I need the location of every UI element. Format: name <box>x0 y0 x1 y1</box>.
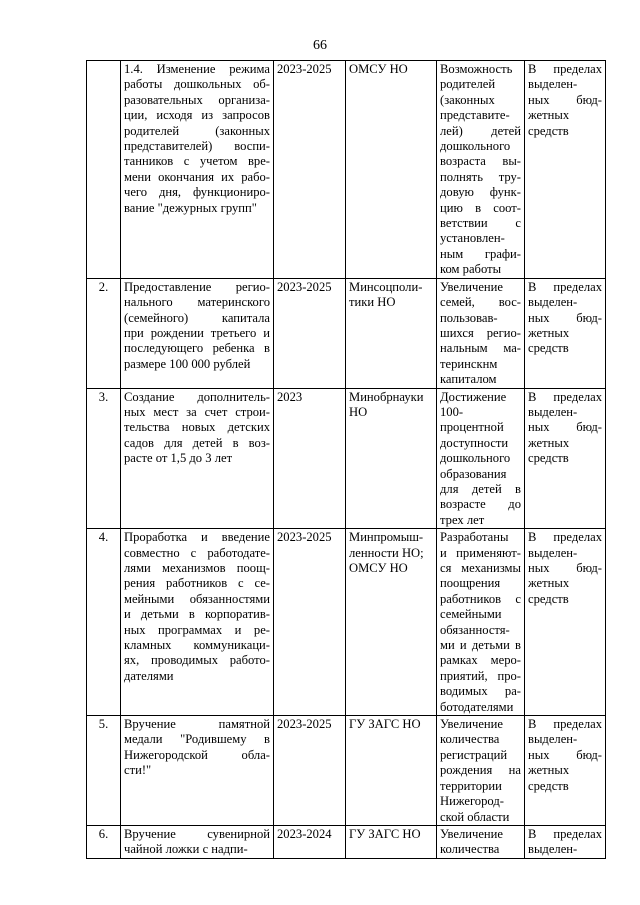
cell-line: возраста вы- <box>440 154 521 169</box>
period-cell: 2023-2025 <box>274 278 346 388</box>
executor-cell <box>346 529 437 716</box>
funding-cell <box>525 716 606 826</box>
cell-line: теринскнм <box>440 356 498 371</box>
cell-line: мейными обязанностями <box>124 591 270 606</box>
cell-line: ных бюд- <box>528 92 602 107</box>
cell-line: ных мест за счет строи- <box>124 404 270 419</box>
cell-line: тики НО <box>349 295 396 310</box>
result-cell <box>437 825 525 858</box>
cell-line: ных бюд- <box>528 747 602 762</box>
cell-line: ветствии с <box>440 216 521 231</box>
table-row <box>87 61 606 279</box>
cell-line: В пределах <box>528 389 602 404</box>
measure-cell <box>121 825 274 858</box>
cell-line: Создание дополнитель- <box>124 389 270 404</box>
cell-line: средств <box>528 591 569 606</box>
cell-line: средств <box>528 123 569 138</box>
cell-line: установлен- <box>440 231 505 246</box>
cell-line: цию в соот- <box>440 200 521 215</box>
cell-line: разовательных организа- <box>124 92 270 107</box>
cell-line: дошкольного <box>440 139 511 154</box>
row-number-cell: 3. <box>87 388 121 529</box>
cell-line: возрасте до <box>440 497 521 512</box>
cell-line: дателями <box>124 668 174 683</box>
measure-cell <box>121 61 274 279</box>
cell-line: совместно с работодате- <box>124 545 270 560</box>
cell-line: для детей в <box>440 481 521 496</box>
cell-line: трех лет <box>440 512 485 527</box>
cell-line: ся механизмы <box>440 561 521 575</box>
cell-line: Минобрнауки <box>349 389 424 404</box>
funding-cell <box>525 529 606 716</box>
cell-line: пользовав- <box>440 310 498 325</box>
period-cell: 2023-2025 <box>274 716 346 826</box>
cell-line: сти!" <box>124 763 152 778</box>
row-number-cell: 6. <box>87 825 121 858</box>
cell-line: и применяют- <box>440 545 521 560</box>
cell-line: медали "Родившему в <box>124 732 270 747</box>
cell-line: капиталом <box>440 372 497 387</box>
cell-line: тельства новых детских <box>124 420 270 435</box>
cell-line: ных программах и ре- <box>124 622 270 637</box>
cell-line: (законных <box>440 92 495 107</box>
cell-line: средств <box>528 451 569 466</box>
cell-line: выделен- <box>528 77 578 92</box>
cell-line: выделен- <box>528 545 578 560</box>
funding-cell <box>525 388 606 529</box>
funding-cell <box>525 825 606 858</box>
cell-line: жетных <box>528 576 570 591</box>
cell-line: НО <box>349 404 368 419</box>
cell-line: танников с учетом вре- <box>124 154 270 169</box>
cell-line: Увеличение <box>440 826 503 841</box>
cell-line: водимых ра- <box>440 684 521 699</box>
result-cell <box>437 388 525 529</box>
period-cell: 2023 <box>274 388 346 529</box>
cell-line: ленности НО; <box>349 545 424 560</box>
cell-line: лей) детей <box>440 123 521 138</box>
cell-line: образования <box>440 466 507 481</box>
executor-cell <box>346 825 437 858</box>
cell-line: Вручение памятной <box>124 717 270 732</box>
cell-line: выделен- <box>528 295 578 310</box>
cell-line: 100- <box>440 404 464 419</box>
table-row <box>87 529 606 716</box>
cell-line: приятий, про- <box>440 668 521 683</box>
result-cell <box>437 529 525 716</box>
cell-line: Проработка и введение <box>124 530 270 545</box>
measure-cell <box>121 716 274 826</box>
cell-line: жетных <box>528 435 570 450</box>
table-row <box>87 388 606 529</box>
cell-line: Минсоцполи- <box>349 279 423 294</box>
cell-line: В пределах <box>528 530 602 545</box>
cell-line: Увеличение <box>440 717 503 732</box>
cell-line: В пределах <box>528 826 602 841</box>
cell-line: ГУ ЗАГС НО <box>349 717 421 732</box>
cell-line: выделен- <box>528 732 578 747</box>
funding-cell <box>525 61 606 279</box>
cell-line: ком работы <box>440 262 502 277</box>
cell-line: количества <box>440 842 500 857</box>
cell-line: Вручение сувенирной <box>124 826 270 841</box>
row-number-cell <box>87 61 121 279</box>
cell-line: поощрения <box>440 576 501 591</box>
cell-line: размере 100 000 рублей <box>124 356 251 371</box>
table-row <box>87 825 606 858</box>
cell-line: ных бюд- <box>528 310 602 325</box>
period-cell: 2023-2025 <box>274 529 346 716</box>
cell-line: Предоставление регио- <box>124 279 270 294</box>
cell-line: представителей) воспи- <box>124 139 270 154</box>
cell-line: выделен- <box>528 404 578 419</box>
cell-line: Достижение <box>440 389 507 404</box>
cell-line: ской области <box>440 809 510 824</box>
cell-line: полнять тру- <box>440 169 521 184</box>
measure-cell <box>121 278 274 388</box>
cell-line: В пределах <box>528 279 602 294</box>
cell-line: (семейного) капитала <box>124 310 270 325</box>
cell-line: рамках меро- <box>440 653 521 668</box>
result-cell <box>437 278 525 388</box>
cell-line: мени окончания их рабо- <box>124 169 270 184</box>
period-cell: 2023-2025 <box>274 61 346 279</box>
executor-cell <box>346 388 437 529</box>
funding-cell <box>525 278 606 388</box>
row-number-cell: 2. <box>87 278 121 388</box>
cell-line: количества <box>440 732 500 747</box>
cell-line: семейными <box>440 607 502 622</box>
cell-line: жетных <box>528 108 570 123</box>
cell-line: работников с <box>440 591 521 606</box>
table-row <box>87 716 606 826</box>
cell-line: В пределах <box>528 717 602 732</box>
cell-line: жетных <box>528 325 570 340</box>
cell-line: при рождении третьего и <box>124 325 270 340</box>
cell-line: вание "дежурных групп" <box>124 200 257 215</box>
page-number: 66 <box>313 38 327 53</box>
period-cell: 2023-2024 <box>274 825 346 858</box>
cell-line: чего дня, функциониро- <box>124 185 270 200</box>
cell-line: шихся регио- <box>440 325 521 340</box>
cell-line: ОМСУ НО <box>349 62 408 76</box>
cell-line: последующего ребенка в <box>124 341 270 356</box>
cell-line: дошкольного <box>440 451 511 466</box>
cell-line: работы дошкольных об- <box>124 77 270 92</box>
cell-line: довую функ- <box>440 185 521 200</box>
cell-line: средств <box>528 341 569 356</box>
row-number-cell: 5. <box>87 716 121 826</box>
cell-line: ботодателями <box>440 699 514 714</box>
cell-line: ным графи- <box>440 246 521 261</box>
cell-line: лями механизмов поощ- <box>124 561 270 575</box>
cell-line: семей, вос- <box>440 295 521 310</box>
cell-line: родителей (законных <box>124 123 270 138</box>
cell-line: Увеличение <box>440 279 503 294</box>
cell-line: Разработаны <box>440 530 509 545</box>
cell-line: Возможность <box>440 62 513 76</box>
cell-line: кламных коммуникаци- <box>124 638 270 653</box>
cell-line: средств <box>528 778 569 793</box>
measures-table <box>86 60 606 859</box>
cell-line: территории <box>440 778 502 793</box>
cell-line: представите- <box>440 108 510 123</box>
cell-line: 1.4. Изменение режима <box>124 62 270 76</box>
cell-line: чайной ложки с надпи- <box>124 842 248 857</box>
table-row <box>87 278 606 388</box>
cell-line: нальным ма- <box>440 341 521 356</box>
cell-line: ных бюд- <box>528 420 602 435</box>
cell-line: рождения на <box>440 763 521 778</box>
measure-cell <box>121 388 274 529</box>
cell-line: родителей <box>440 77 496 92</box>
cell-line: регистраций <box>440 747 508 762</box>
cell-line: рения работников с се- <box>124 576 270 591</box>
cell-line: Нижегородской обла- <box>124 747 270 762</box>
cell-line: ции, исходя из запросов <box>124 108 270 123</box>
cell-line: ях, проводимых работо- <box>124 653 270 668</box>
cell-line: и детьми в корпоратив- <box>124 607 270 622</box>
cell-line: Минпромыш- <box>349 530 424 545</box>
executor-cell <box>346 716 437 826</box>
cell-line: расте от 1,5 до 3 лет <box>124 451 233 466</box>
cell-line: жетных <box>528 763 570 778</box>
executor-cell <box>346 61 437 279</box>
cell-line: обязанностя- <box>440 622 510 637</box>
executor-cell <box>346 278 437 388</box>
cell-line: ГУ ЗАГС НО <box>349 826 421 841</box>
cell-line: выделен- <box>528 842 578 857</box>
cell-line: доступности <box>440 435 509 450</box>
result-cell <box>437 61 525 279</box>
cell-line: ОМСУ НО <box>349 561 408 575</box>
cell-line: садов для детей в воз- <box>124 435 270 450</box>
cell-line: В пределах <box>528 62 602 76</box>
cell-line: ми и детьми в <box>440 638 521 653</box>
measures-table-body <box>87 61 606 859</box>
cell-line: Нижегород- <box>440 794 504 809</box>
result-cell <box>437 716 525 826</box>
cell-line: процентной <box>440 420 504 435</box>
measure-cell <box>121 529 274 716</box>
cell-line: ных бюд- <box>528 561 602 575</box>
cell-line: нального материнского <box>124 295 270 310</box>
row-number-cell: 4. <box>87 529 121 716</box>
